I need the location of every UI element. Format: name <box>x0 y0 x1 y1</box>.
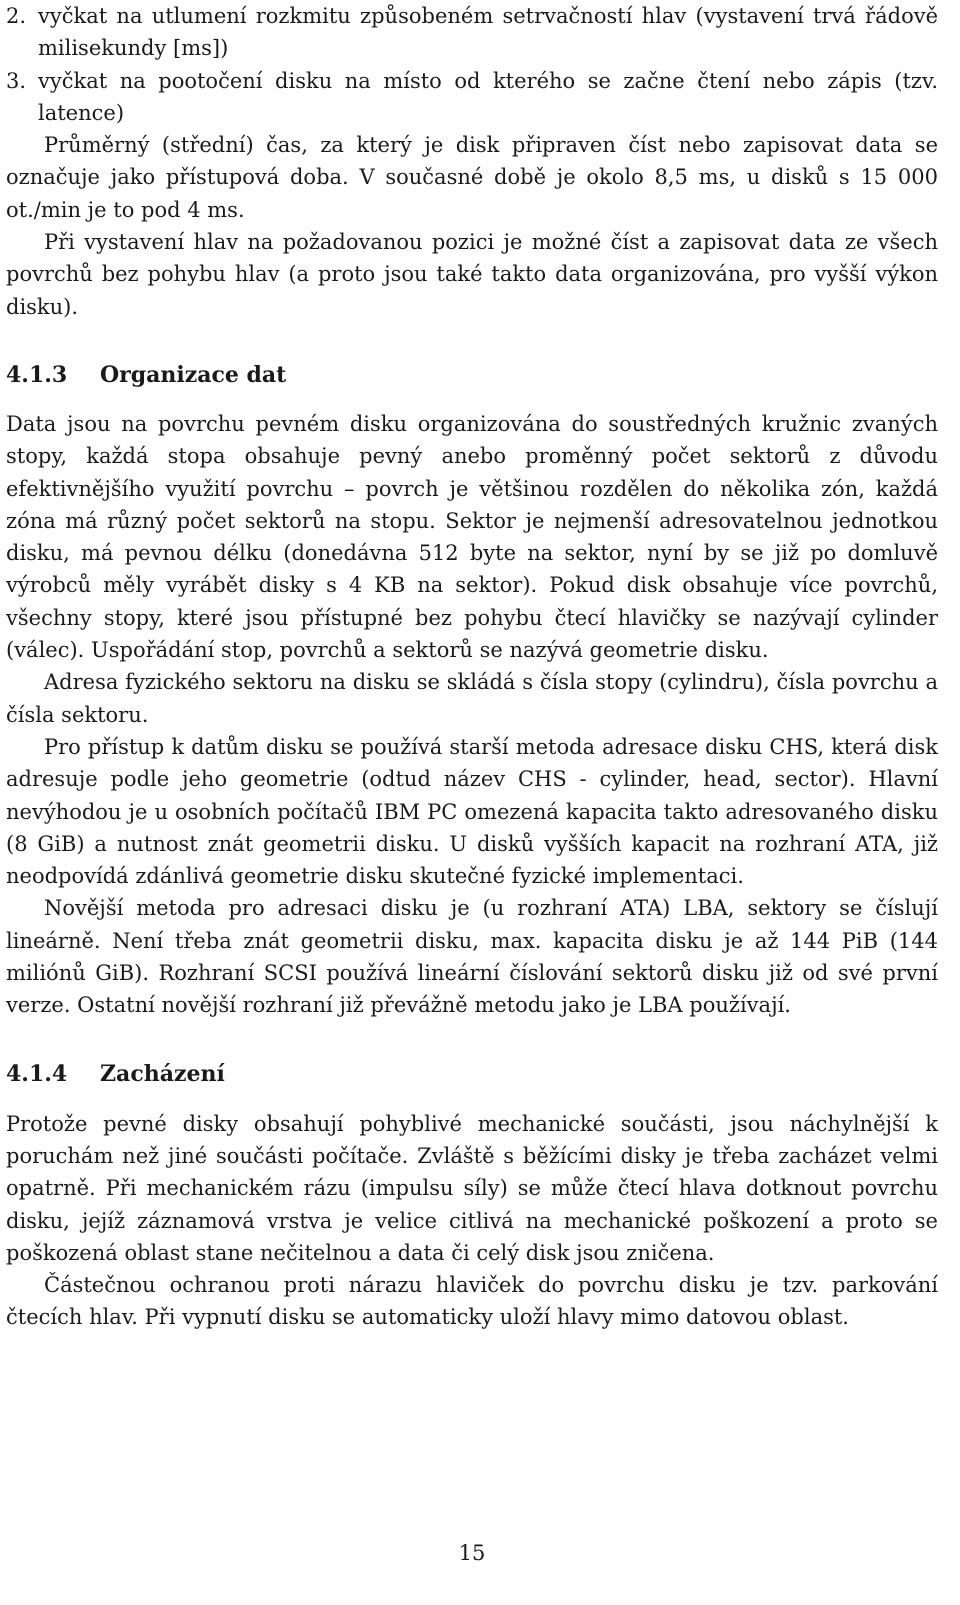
section-number: 4.1.3 <box>6 361 68 388</box>
section-title: Organizace dat <box>100 361 287 388</box>
list-item-number: 3. <box>6 68 27 93</box>
section-heading-organizace <box>6 359 938 391</box>
paragraph-handling: Protože pevné disky obsahují pohyblivé mechanické součásti, jsou náchylnější k poruchám než jiné součásti počítače. Zvláště s běžícími disky je třeba zacházet velmi opatrně. Při mechanickém rázu (impulsu síly) se může čtecí hlava dotknout povrchu disku, jejíž záznamová vrstva je velice citlivá na mechanické poškození a proto se poškozená oblast stane nečitelnou a data či celý disk jsou zničena. <box>6 1111 938 1265</box>
section-title: Zacházení <box>100 1060 225 1087</box>
document-page <box>6 0 938 1605</box>
section-heading-zachazeni <box>6 1058 938 1090</box>
paragraph-data-organization: Data jsou na povrchu pevném disku organizována do soustředných kružnic zvaných stopy, každá stopa obsahuje pevný anebo proměnný počet sektorů z důvodu efektivnějšího využití povrchu – povrch je většinou rozdělen do několika zón, každá zóna má různý počet sektorů na stopu. Sektor je nejmenší adresovatelnou jednotkou disku, má pevnou délku (donedávna 512 byte na sektor, nyní by se již po domluvě výrobců měly vyrábět disky s 4 KB na sektor). Pokud disk obsahuje více povrchů, všechny stopy, které jsou přístupné bez pohybu čtecí hlavičky se nazývají cylinder (válec). Uspořádání stop, povrchů a sektorů se nazývá geometrie disku. <box>6 411 938 663</box>
paragraph-parking: Částečnou ochranou proti nárazu hlaviček do povrchu disku je tzv. parkování čtecích hlav. Při vypnutí disku se automaticky uloží hlavy mimo datovou oblast. <box>6 1273 938 1330</box>
page-number: 15 <box>458 1541 486 1565</box>
paragraph-access-time: Průměrný (střední) čas, za který je disk připraven číst nebo zapisovat data se označuje jako přístupová doba. V současné době je okolo 8,5 ms, u disků s 15 000 ot./min je to pod 4 ms. <box>6 133 938 222</box>
list-item-number: 2. <box>6 4 27 28</box>
list-item <box>6 65 938 130</box>
list-item-text: vyčkat na utlumení rozkmitu způsobeném setrvačností hlav (vystavení trvá řádově milisekundy [ms]) <box>38 4 938 61</box>
paragraph-sector-address: Adresa fyzického sektoru na disku se skládá s čísla stopy (cylindru), čísla povrchu a čísla sektoru. <box>6 670 938 727</box>
list-item <box>6 0 938 65</box>
list-item-text: vyčkat na pootočení disku na místo od kterého se začne čtení nebo zápis (tzv. latence) <box>38 68 938 125</box>
paragraph-chs: Pro přístup k datům disku se používá starší metoda adresace disku CHS, která disk adresuje podle jeho geometrie (odtud název CHS - cylinder, head, sector). Hlavní nevýhodou je u osobních počítačů IBM PC omezená kapacita takto adresovaného disku (8 GiB) a nutnost znát geometrii disku. U disků vyšších kapacit na rozhraní ATA, již neodpovídá zdánlivá geometrie disku skutečné fyzické implementaci. <box>6 734 938 889</box>
paragraph-head-positioning: Při vystavení hlav na požadovanou pozici je možné číst a zapisovat data ze všech povrchů bez pohybu hlav (a proto jsou také takto data organizována, pro vyšší výkon disku). <box>6 230 938 319</box>
paragraph-lba: Novější metoda pro adresaci disku je (u rozhraní ATA) LBA, sektory se číslují lineárně. Není třeba znát geometrii disku, max. kapacita disku je až 144 PiB (144 miliónů GiB). Rozhraní SCSI používá lineární číslování sektorů disku již od své první verze. Ostatní novější rozhraní již převážně metodu jako je LBA používají. <box>6 896 938 1018</box>
section-number: 4.1.4 <box>6 1060 68 1087</box>
